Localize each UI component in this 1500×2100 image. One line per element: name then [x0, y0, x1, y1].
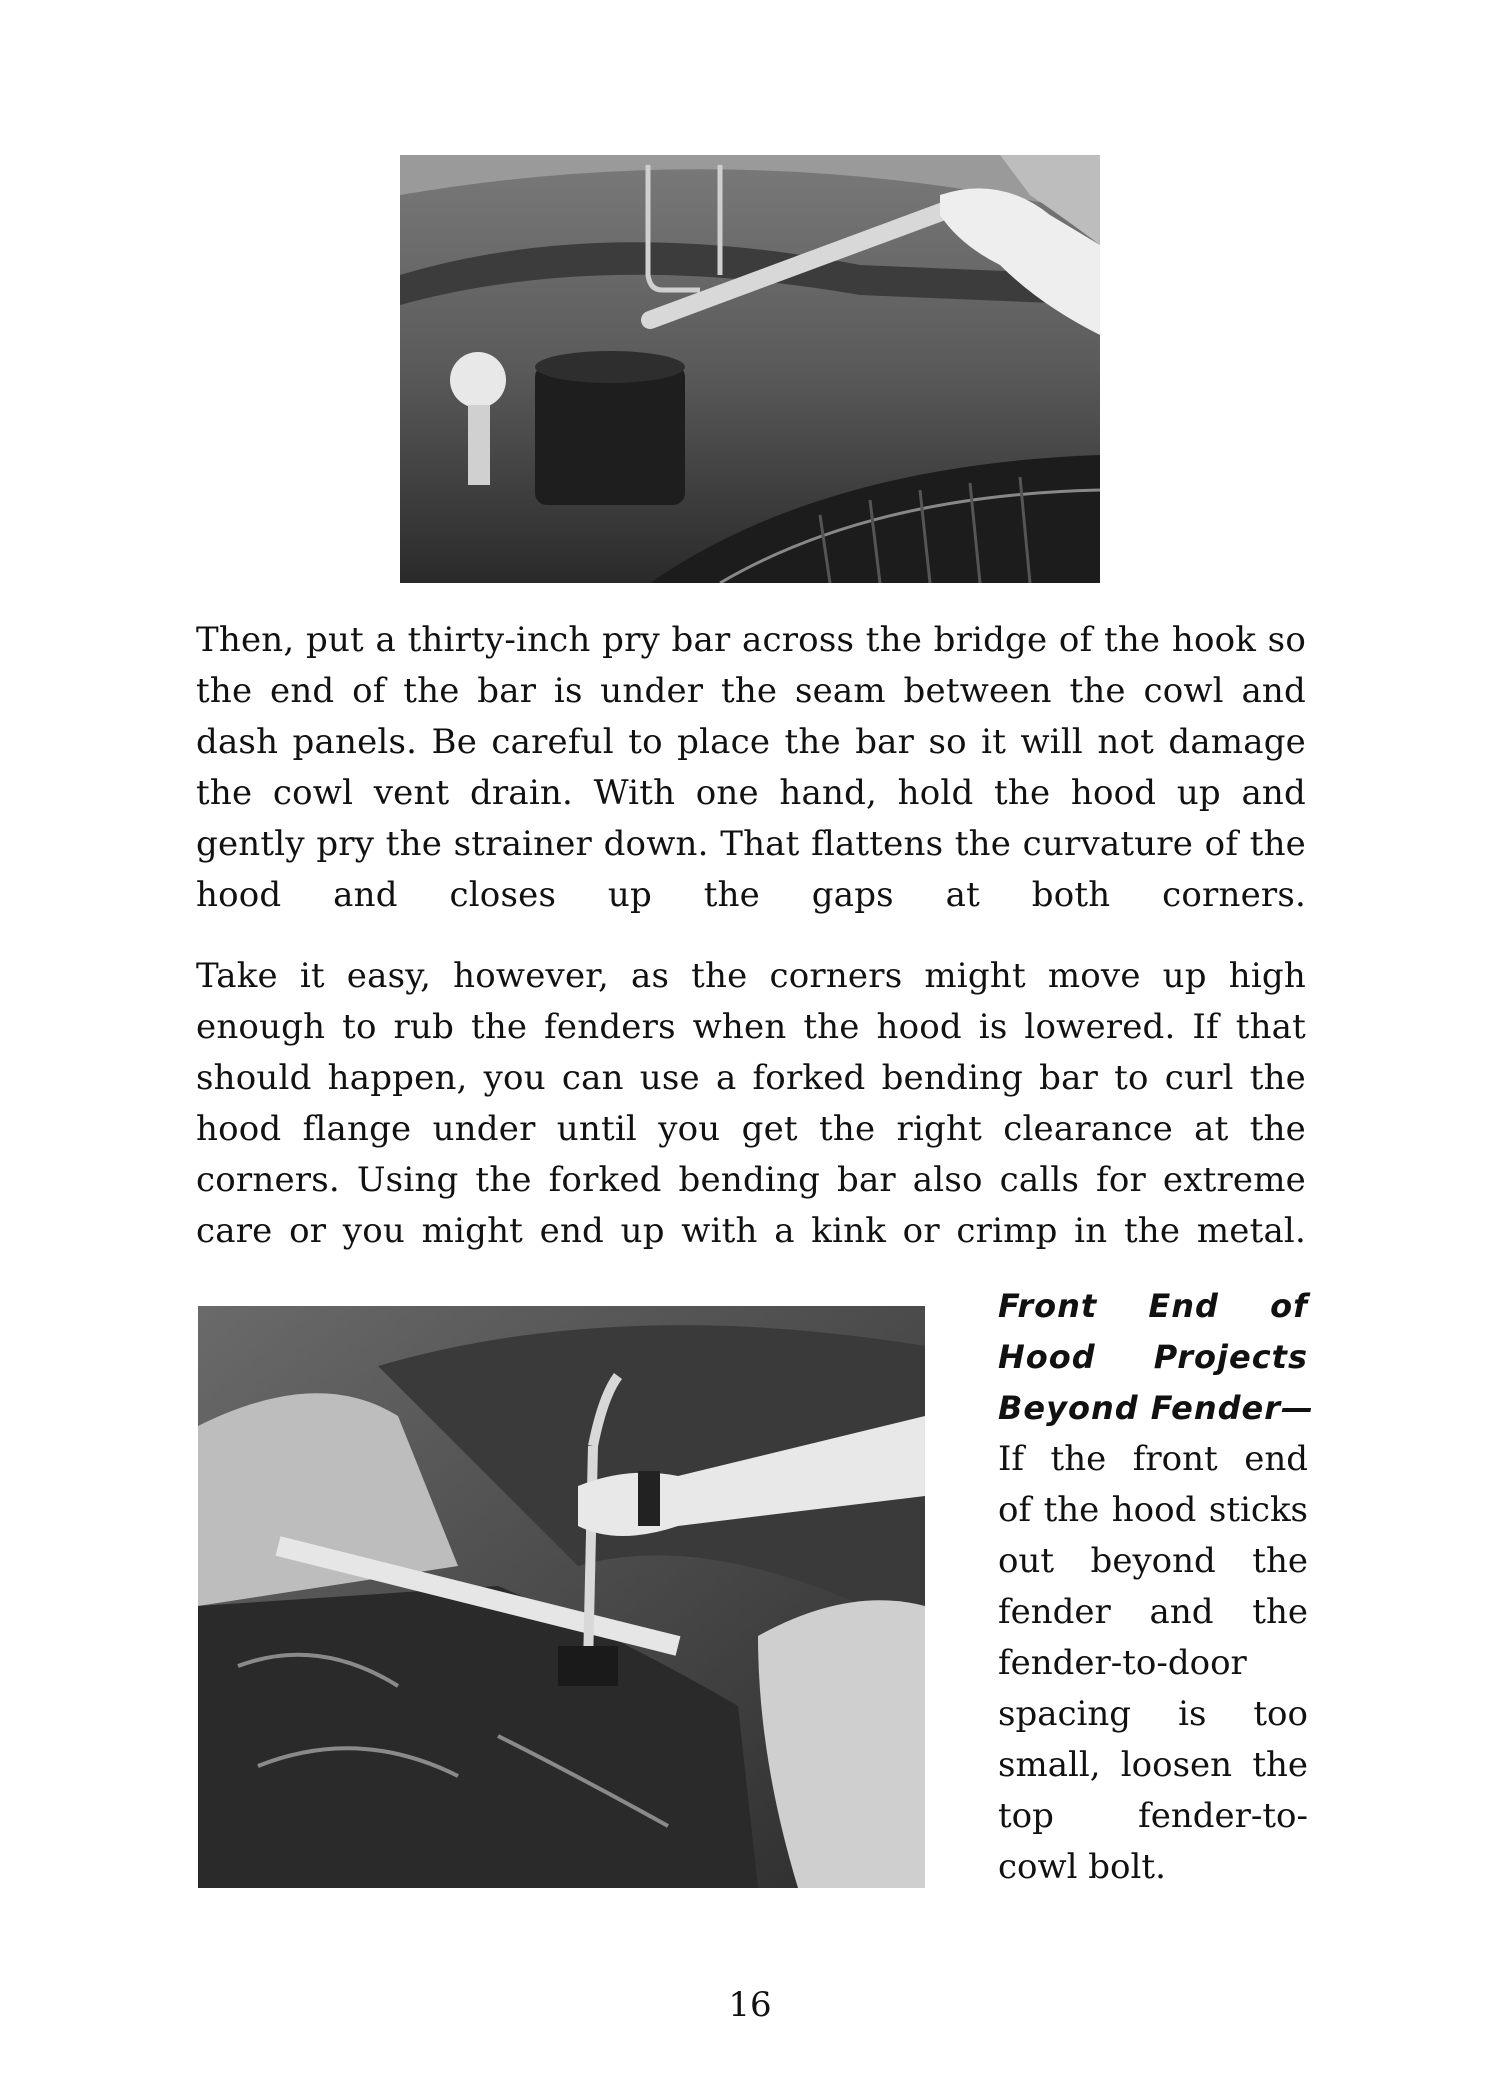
paragraph-pry-bar: Then, put a thirty-inch pry bar across the bridge of the hook so the end of the bar is under the seam between the cowl and dash panels. Be careful to place the bar so it will not damage the cowl vent drain. With one hand, hold the hood up and gently pry the strainer down. That flattens the curvature of the hood and closes up the gaps at both corners. — [196, 620, 1306, 915]
page-number: 16 — [728, 1985, 772, 2025]
caption-body-line: fender-to-door — [998, 1643, 1247, 1683]
caption-body-line: small, loosen the — [998, 1745, 1308, 1785]
caption-body-line: top fender-to- — [998, 1796, 1308, 1836]
caption-body-line: If the front end — [998, 1439, 1308, 1479]
caption-heading-line: Hood Projects — [998, 1338, 1308, 1376]
caption-body-line: out beyond the — [998, 1541, 1308, 1581]
photo-top-image — [400, 155, 1100, 583]
caption-body-line: of the hood sticks — [998, 1490, 1308, 1530]
photo-bottom-image — [198, 1306, 925, 1888]
caption-heading-line: Front End of — [998, 1287, 1308, 1325]
paragraph-take-it-easy: Take it easy, however, as the corners might move up high enough to rub the fenders when the hood is lowered. If that should happen, you can use a forked bending bar to curl the hood flange under until you get the right clearance at the corners. Using the forked bending bar also calls for extreme care or you might end up with a kink or crimp in the metal. — [196, 956, 1306, 1251]
photo-front-end-hood — [198, 1306, 925, 1888]
caption-body-line: spacing is too — [998, 1694, 1308, 1734]
caption-body-line: fender and the — [998, 1592, 1308, 1632]
caption-heading-line: Beyond Fender— — [998, 1389, 1315, 1427]
caption-front-end-hood — [998, 1281, 1315, 1893]
caption-body-line: cowl bolt. — [998, 1847, 1166, 1887]
photo-pry-bar-hood — [400, 155, 1100, 583]
